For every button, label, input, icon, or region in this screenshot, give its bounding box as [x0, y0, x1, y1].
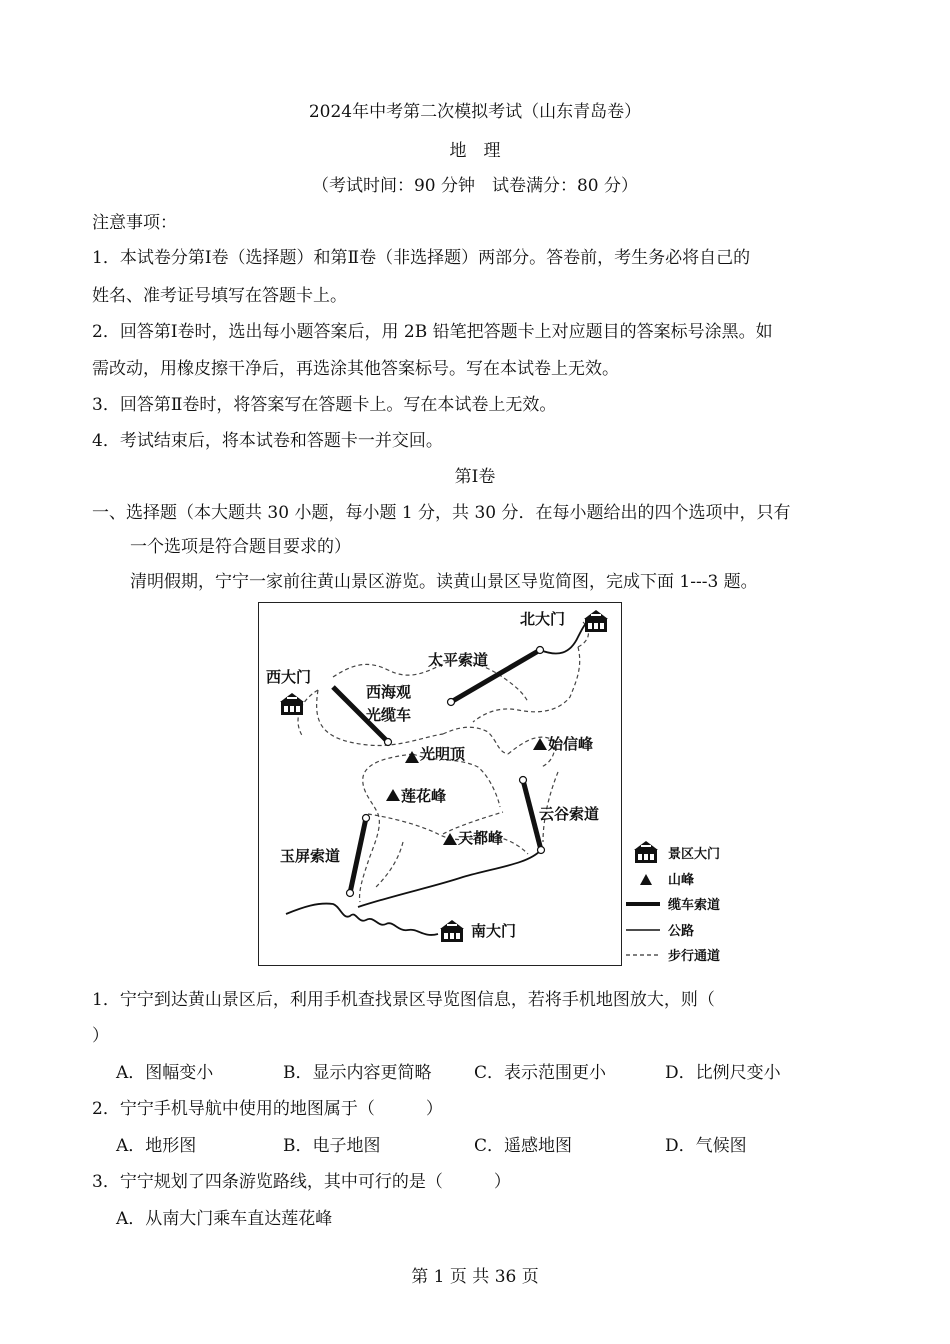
- notice-item-3: 3．回答第Ⅱ卷时，将答案写在答题卡上。写在本试卷上无效。: [92, 395, 557, 415]
- legend-cableway-label: 缆车索道: [668, 898, 721, 913]
- page-number: 第 1 页 共 36 页: [411, 1267, 539, 1287]
- q2-option-b[interactable]: B．电子地图: [283, 1136, 381, 1156]
- subject-title: 地 理: [449, 141, 501, 161]
- notice-item-1-line-2: 姓名、准考证号填写在答题卡上。: [92, 286, 347, 306]
- legend-road-label: 公路: [668, 924, 695, 939]
- question-2-options: [0, 1135, 950, 1159]
- xihai-label-line-1: 西海观: [366, 683, 412, 701]
- yuping-cableway-label: 玉屏索道: [280, 847, 341, 865]
- west-gate-icon: [280, 693, 304, 715]
- shixinfeng-peak-icon: [533, 738, 547, 750]
- exam-title: 2024年中考第二次模拟考试（山东青岛卷）: [308, 102, 642, 122]
- legend-peak-icon: [640, 874, 652, 885]
- legend-gate-label: 景区大门: [668, 847, 721, 862]
- section-title: 第Ⅰ卷: [454, 467, 496, 487]
- taiping-cableway-label: 太平索道: [428, 651, 489, 669]
- legend-peak-label: 山峰: [668, 873, 695, 888]
- tiandufeng-label: 天都峰: [458, 829, 504, 847]
- yungu-cableway-label: 云谷索道: [539, 805, 600, 823]
- tiandufeng-peak-icon: [443, 833, 457, 845]
- xihai-label-line-2: 光缆车: [366, 706, 412, 724]
- north-gate-label: 北大门: [520, 610, 566, 628]
- yuping-cableway: [350, 818, 366, 893]
- shixinfeng-label: 始信峰: [548, 735, 594, 753]
- part1-heading-line-2: 一个选项是符合题目要求的）: [130, 537, 351, 557]
- notice-item-2-line-2: 需改动，用橡皮擦干净后，再选涂其他答案标号。写在本试卷上无效。: [92, 359, 619, 379]
- part1-heading-line-1: 一、选择题（本大题共 30 小题，每小题 1 分，共 30 分．在每小题给出的四个选项中，只有: [92, 503, 791, 523]
- legend-gate-icon: [634, 841, 658, 863]
- exam-info: （考试时间：90 分钟 试卷满分：80 分）: [311, 176, 639, 196]
- south-gate-label: 南大门: [471, 922, 517, 940]
- question-1-options: [0, 1062, 950, 1086]
- part1-intro: 清明假期，宁宁一家前往黄山景区游览。读黄山景区导览简图，完成下面 1---3 题。: [130, 572, 758, 592]
- guangmingding-label: 光明顶: [420, 745, 466, 763]
- q1-option-a[interactable]: A．图幅变小: [116, 1063, 214, 1083]
- q3-option-a[interactable]: A．从南大门乘车直达莲花峰: [116, 1209, 333, 1229]
- notice-item-1-line-1: 1．本试卷分第Ⅰ卷（选择题）和第Ⅱ卷（非选择题）两部分。答卷前，考生务必将自己的: [92, 248, 751, 268]
- lianhuafeng-peak-icon: [386, 789, 400, 801]
- cableway-lines: [333, 650, 541, 893]
- q2-option-c[interactable]: C．遥感地图: [474, 1136, 573, 1156]
- q1-option-d[interactable]: D．比例尺变小: [665, 1063, 781, 1083]
- question-2: 2．宁宁手机导航中使用的地图属于（ ）: [92, 1099, 443, 1119]
- map-legend: [622, 838, 772, 966]
- west-gate-label: 西大门: [266, 668, 312, 686]
- legend-trail-label: 步行通道: [668, 949, 721, 964]
- south-gate-icon: [440, 920, 464, 942]
- q1-option-b[interactable]: B．显示内容更简略: [283, 1063, 432, 1083]
- q2-option-d[interactable]: D．气候图: [665, 1136, 747, 1156]
- question-1-line-1: 1．宁宁到达黄山景区后，利用手机查找景区导览图信息，若将手机地图放大，则（: [92, 990, 715, 1010]
- notice-item-4: 4．考试结束后，将本试卷和答题卡一并交回。: [92, 431, 443, 451]
- q1-option-c[interactable]: C．表示范围更小: [474, 1063, 607, 1083]
- notice-item-2-line-1: 2．回答第Ⅰ卷时，选出每小题答案后，用 2B 铅笔把答题卡上对应题目的答案标号涂黑。如: [92, 322, 773, 342]
- notice-heading: 注意事项：: [92, 213, 177, 233]
- question-3: 3．宁宁规划了四条游览路线，其中可行的是（ ）: [92, 1172, 511, 1192]
- guangmingding-peak-icon: [405, 751, 419, 763]
- north-gate-icon: [584, 610, 608, 632]
- question-1-line-2: ）: [92, 1026, 109, 1046]
- lianhuafeng-label: 莲花峰: [401, 787, 447, 805]
- q2-option-a[interactable]: A．地形图: [116, 1136, 197, 1156]
- huangshan-map: [258, 602, 622, 966]
